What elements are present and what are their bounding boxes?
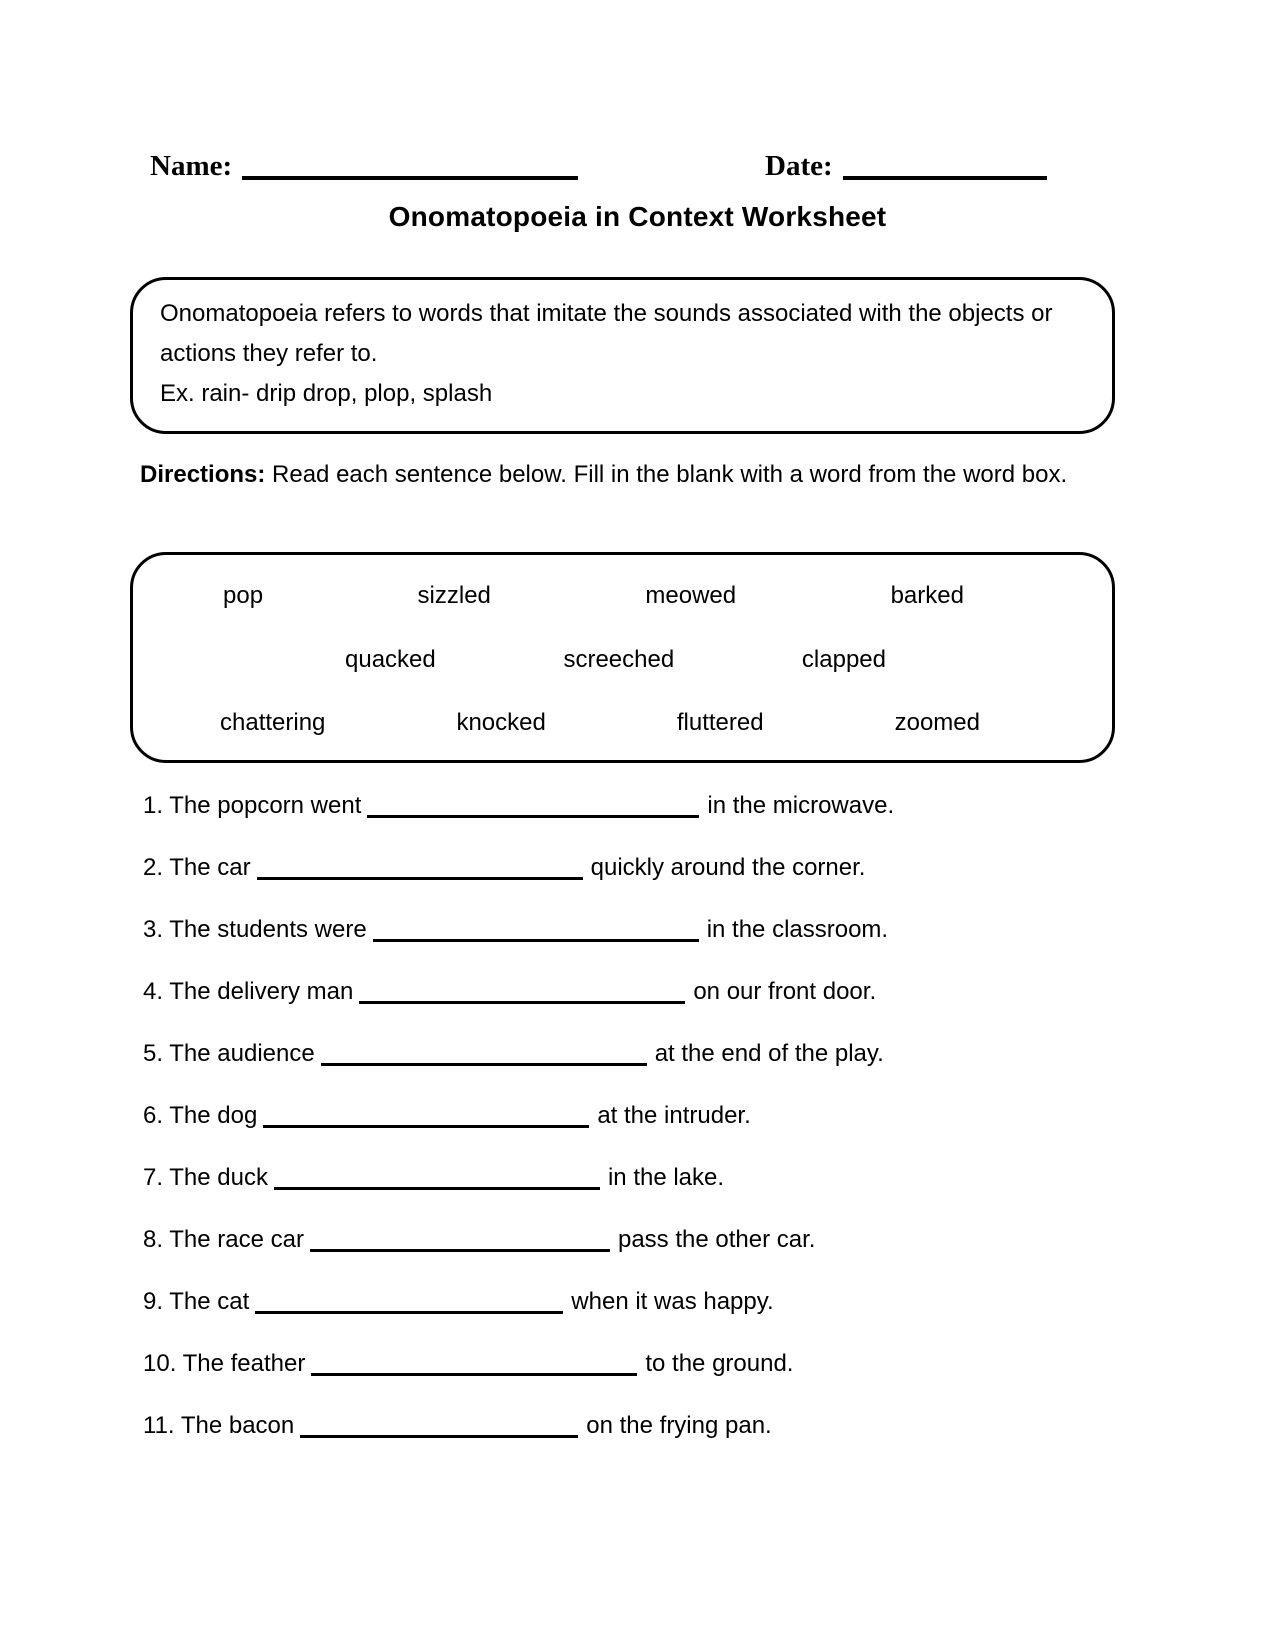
word-bank-item: pop [223,582,264,609]
definition-text: Onomatopoeia refers to words that imitate the sounds associated with the objects or actions they refer to. [160,300,1053,367]
fill-in-blank[interactable] [257,858,583,880]
sentence-before: The students were [169,916,367,943]
sentence-number: 11. [143,1412,175,1439]
sentence-number: 10. [143,1350,177,1377]
page-title: Onomatopoeia in Context Worksheet [388,201,887,232]
fill-in-blank[interactable] [359,982,685,1004]
sentence-after: at the intruder. [597,1102,751,1129]
sentence-number: 3. [143,916,164,943]
sentence-before: The cat [169,1288,250,1315]
sentence-row-11 [143,1411,894,1441]
date-label: Date: [765,150,833,182]
word-box [130,552,1115,763]
sentence-after: at the end of the play. [654,1040,884,1067]
directions-label: Directions: [140,461,266,488]
sentence-before: The feather [182,1350,306,1377]
word-bank-item: knocked [456,709,546,736]
directions [140,453,1130,496]
sentence-number: 5. [143,1040,164,1067]
sentence-before: The popcorn went [169,792,362,819]
date-field [765,150,1047,183]
fill-in-blank[interactable] [300,1416,578,1438]
sentence-number: 6. [143,1102,164,1129]
sentence-number: 7. [143,1164,164,1191]
sentence-row-2 [143,853,894,883]
sentence-row-6 [143,1101,894,1131]
sentence-after: to the ground. [645,1350,794,1377]
fill-in-blank[interactable] [255,1292,563,1314]
sentence-after: in the lake. [607,1164,725,1191]
sentence-number: 9. [143,1288,164,1315]
sentence-before: The bacon [180,1412,295,1439]
sentence-after: pass the other car. [617,1226,816,1253]
definition-example: Ex. rain- drip drop, plop, splash [160,380,493,407]
sentence-after: in the microwave. [707,792,895,819]
sentence-after: on our front door. [693,978,877,1005]
sentence-row-8 [143,1225,894,1255]
sentence-before: The delivery man [169,978,354,1005]
word-box-row-3 [220,709,980,737]
sentence-number: 8. [143,1226,164,1253]
fill-in-blank[interactable] [311,1354,637,1376]
sentence-number: 1. [143,792,164,819]
sentence-row-9 [143,1287,894,1317]
sentence-row-1 [143,791,894,821]
sentence-before: The duck [169,1164,268,1191]
word-bank-item: clapped [801,645,886,673]
sentence-row-3 [143,915,894,945]
name-label: Name: [150,150,233,182]
sentence-row-10 [143,1349,894,1379]
directions-text: Read each sentence below. Fill in the blank with a word from the word box. [265,461,1068,488]
word-bank-item: fluttered [676,709,764,736]
sentence-before: The audience [169,1040,315,1067]
sentence-list [143,791,894,1473]
word-box-row-1 [223,582,964,610]
word-bank-item: quacked [345,645,436,673]
fill-in-blank[interactable] [310,1230,610,1252]
fill-in-blank[interactable] [367,796,699,818]
word-bank-item: meowed [645,582,737,609]
sentence-row-7 [143,1163,894,1193]
sentence-after: in the classroom. [706,916,889,943]
sentence-after: on the frying pan. [586,1412,772,1439]
sentence-after: when it was happy. [571,1288,774,1315]
sentence-before: The race car [169,1226,304,1253]
definition-box [130,277,1115,434]
sentence-row-4 [143,977,894,1007]
sentence-number: 2. [143,854,164,881]
sentence-number: 4. [143,978,164,1005]
sentence-before: The dog [169,1102,258,1129]
word-bank-item: sizzled [417,582,491,609]
sentence-row-5 [143,1039,894,1069]
name-field [150,150,578,183]
sentence-after: quickly around the corner. [590,854,866,881]
name-blank-line[interactable] [242,160,578,180]
word-box-row-2 [345,646,886,674]
word-bank-item: zoomed [894,709,980,736]
fill-in-blank[interactable] [373,920,699,942]
date-blank-line[interactable] [843,160,1047,180]
word-bank-item: screeched [563,645,675,673]
word-bank-item: chattering [220,709,326,736]
sentence-before: The car [169,854,251,881]
fill-in-blank[interactable] [274,1168,600,1190]
fill-in-blank[interactable] [263,1106,589,1128]
fill-in-blank[interactable] [321,1044,647,1066]
word-bank-item: barked [890,582,964,609]
